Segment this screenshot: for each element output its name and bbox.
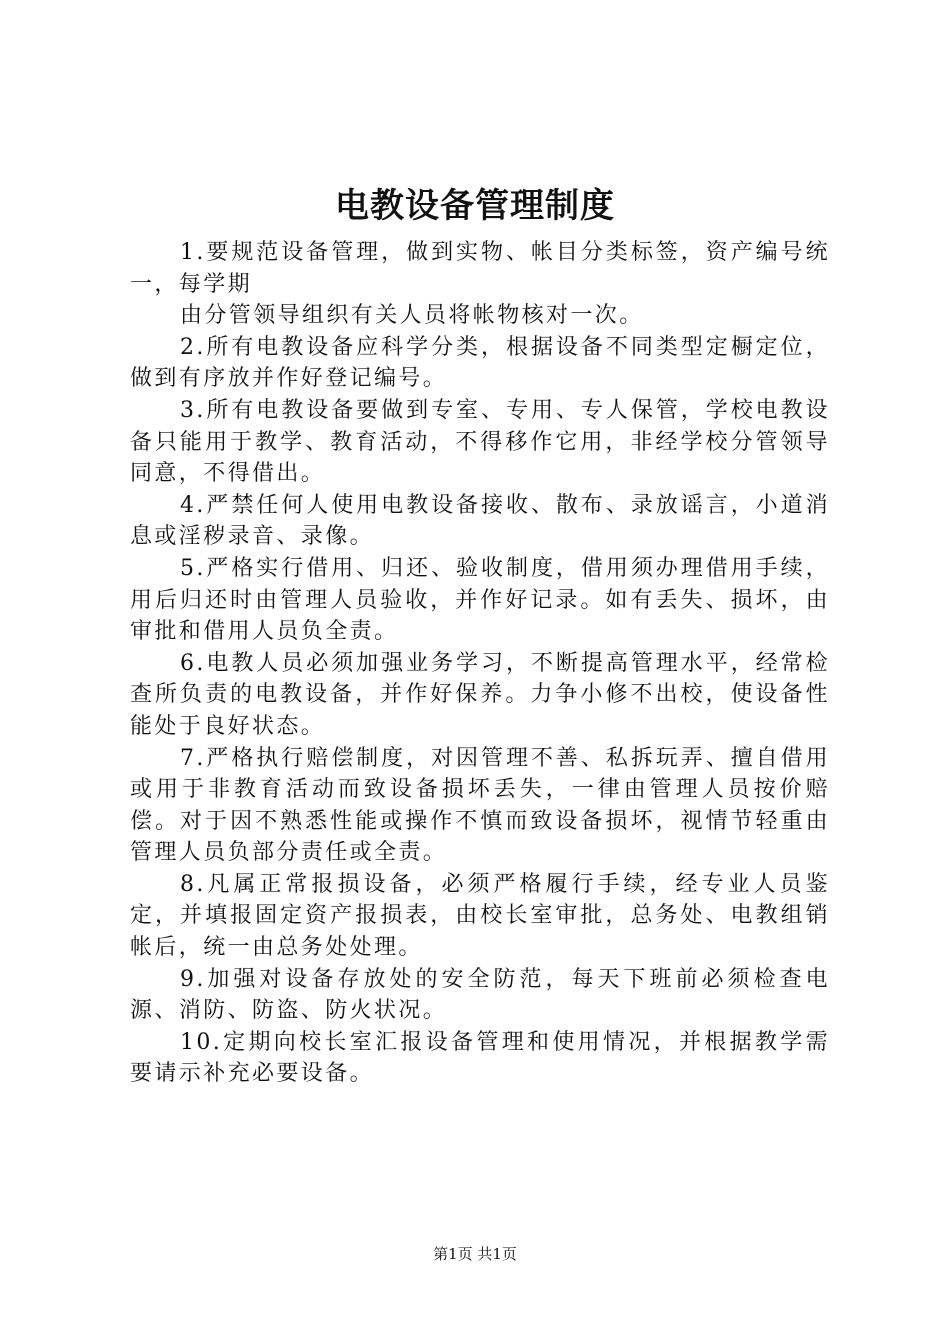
paragraph-7: 7.严格执行赔偿制度，对因管理不善、私拆玩弄、擅自借用或用于非教育活动而致设备损坏丢失，一律由管理人员按价赔偿。对于因不熟悉性能或操作不慎而致设备损坏，视情节轻重由管理人员负部分责任或全责。 <box>130 745 830 866</box>
page-footer: 第1页 共1页 <box>433 1245 517 1263</box>
paragraph-4: 4.严禁任何人使用电教设备接收、散布、录放谣言，小道消息或淫秽录音、录像。 <box>130 492 830 550</box>
paragraph-1: 1.要规范设备管理，做到实物、帐目分类标签，资产编号统一，每学期 <box>130 240 830 297</box>
paragraph-5: 5.严格实行借用、归还、验收制度，借用须办理借用手续，用后归还时由管理人员验收，并作好记录。如有丢失、损坏，由审批和借用人员负全责。 <box>130 555 830 645</box>
paragraph-3: 3.所有电教设备要做到专室、专用、专人保管，学校电教设备只能用于教学、教育活动，不得移作它用，非经学校分管领导同意，不得借出。 <box>130 397 830 487</box>
paragraph-10: 10.定期向校长室汇报设备管理和使用情况，并根据教学需要请示补充必要设备。 <box>130 1029 830 1087</box>
document-title: 电教设备管理制度 <box>335 186 615 226</box>
document-body <box>130 237 830 1090</box>
paragraph-6: 6.电教人员必须加强业务学习，不断提高管理水平，经常检查所负责的电教设备，并作好保养。力争小修不出校，使设备性能处于良好状态。 <box>130 650 830 739</box>
paragraph-1-continued: 由分管领导组织有关人员将帐物核对一次。 <box>180 303 644 329</box>
paragraph-8: 8.凡属正常报损设备，必须严格履行手续，经专业人员鉴定，并填报固定资产报损表，由校长室审批，总务处、电教组销帐后，统一由总务处处理。 <box>130 871 830 961</box>
paragraph-9: 9.加强对设备存放处的安全防范，每天下班前必须检查电源、消防、防盗、防火状况。 <box>130 966 830 1024</box>
paragraph-2: 2.所有电教设备应科学分类，根据设备不同类型定橱定位，做到有序放并作好登记编号。 <box>130 334 830 392</box>
